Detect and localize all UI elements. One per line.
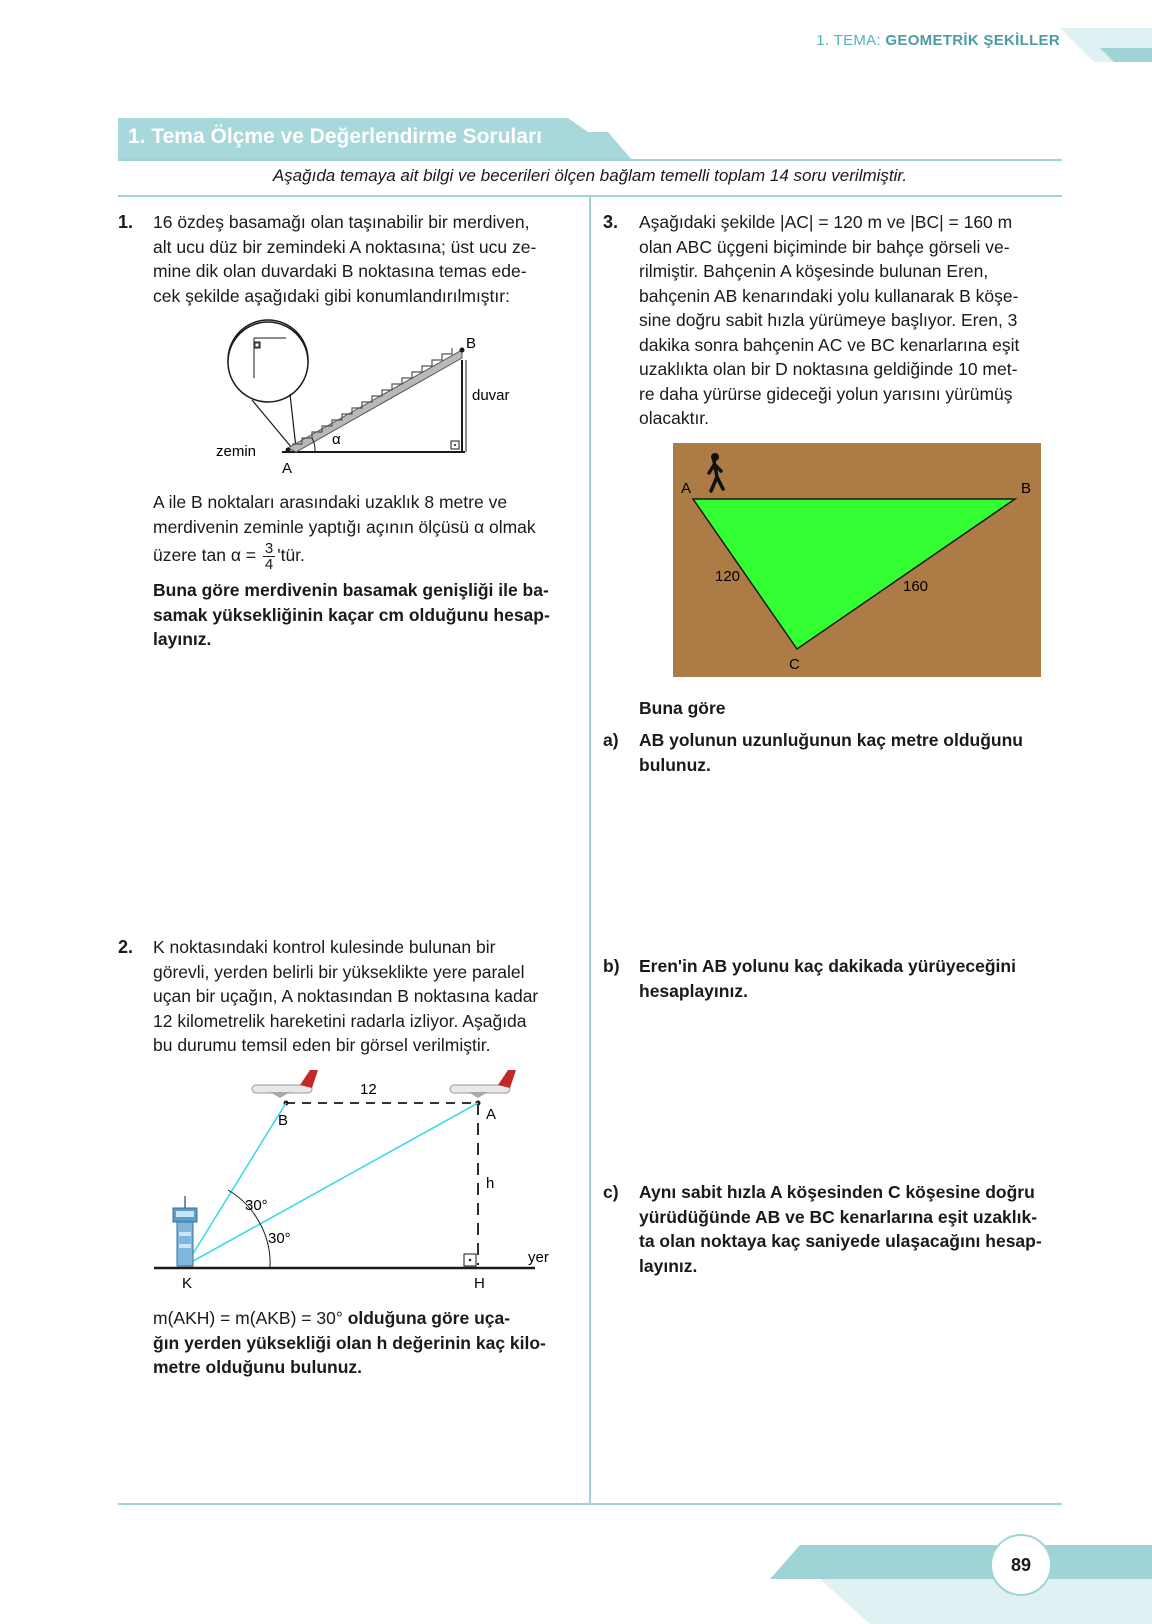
q3-text bbox=[639, 210, 1063, 431]
garden-figure bbox=[673, 443, 1041, 677]
q2-formula: m(AKH) = m(AKB) = 30° bbox=[153, 1308, 343, 1328]
ladder-figure bbox=[200, 320, 510, 480]
label-30b: 30° bbox=[268, 1230, 291, 1247]
q1-text bbox=[153, 210, 578, 308]
q1-line: 16 özdeş basamağı olan taşınabilir bir merdiven, bbox=[153, 212, 530, 232]
label-30a: 30° bbox=[245, 1197, 268, 1214]
q2-line: uçan bir uçağın, A noktasından B noktasına kadar bbox=[153, 986, 539, 1006]
q3b-label: b) bbox=[603, 956, 620, 976]
frac-numerator: 3 bbox=[264, 540, 274, 557]
q3-line: bahçenin AB kenarındaki yolu kullanarak B köşe- bbox=[639, 285, 1019, 306]
q3-line: Aşağıdaki şekilde |AC| = 120 m ve |BC| = 160 m bbox=[639, 212, 1013, 232]
q1-qline: Buna göre merdivenin basamak genişliği ile ba- bbox=[153, 580, 549, 600]
frac-denominator: 4 bbox=[264, 556, 274, 573]
q1-tan-suffix: 'tür. bbox=[277, 545, 305, 566]
q1-tan-line bbox=[153, 541, 578, 572]
q3c-line: Aynı sabit hızla A köşesinden C köşesine doğru bbox=[639, 1182, 1035, 1202]
q2-line: 12 kilometrelik hareketini radarla izliyor. Aşağıda bbox=[153, 1010, 527, 1031]
q1-tan-prefix: üzere tan α = bbox=[153, 545, 257, 566]
q2-line: K noktasındaki kontrol kulesinde bulunan bir bbox=[153, 937, 496, 957]
q2-text bbox=[153, 935, 578, 1058]
q3-number: 3. bbox=[603, 212, 619, 232]
label-a: A bbox=[282, 460, 293, 477]
q1-line: alt ucu düz bir zemindeki A noktasına; üst ucu ze- bbox=[153, 236, 537, 257]
q1-question bbox=[153, 578, 578, 652]
q1-qline: layınız. bbox=[153, 629, 212, 649]
q3b-text bbox=[639, 954, 1063, 1003]
label-a: A bbox=[681, 480, 692, 497]
q2-qline-first bbox=[153, 1306, 578, 1331]
label-b: B bbox=[1021, 480, 1032, 497]
q3c-text bbox=[639, 1180, 1063, 1278]
q2-qline: metre olduğunu bulunuz. bbox=[153, 1357, 363, 1377]
label-a: A bbox=[486, 1106, 497, 1123]
q3-line: rilmiştir. Bahçenin A köşesinde bulunan Eren, bbox=[639, 261, 989, 281]
q1-line: mine dik olan duvardaki B noktasına temas ede- bbox=[153, 261, 527, 281]
q3a-label: a) bbox=[603, 730, 619, 750]
label-yer: yer bbox=[528, 1249, 549, 1266]
label-wall: duvar bbox=[472, 387, 510, 404]
header-prefix: 1. TEMA: bbox=[816, 32, 881, 49]
label-160: 160 bbox=[903, 578, 929, 595]
label-12: 12 bbox=[360, 1081, 377, 1098]
q3-line: re daha yürürse gideceği yolun yarısını yürümüş bbox=[639, 383, 1013, 404]
q3-line: dakika sonra bahçenin AC ve BC kenarlarına eşit bbox=[639, 334, 1020, 355]
section-title: 1. Tema Ölçme ve Değerlendirme Soruları bbox=[128, 125, 542, 148]
q3-line: olan ABC üçgeni biçiminde bir bahçe görseli ve- bbox=[639, 236, 1010, 257]
q2-question bbox=[153, 1306, 578, 1380]
control-tower-icon bbox=[173, 1196, 197, 1266]
q1-fraction bbox=[263, 541, 275, 572]
q1-line: merdivenin zeminle yaptığı açının ölçüsü α olmak bbox=[153, 516, 536, 537]
section-subtitle: Aşağıda temaya ait bilgi ve becerileri ölçen bağlam temelli toplam 14 soru verilmiştir. bbox=[272, 166, 908, 185]
q3a-line: AB yolunun uzunluğunun kaç metre olduğunu bbox=[639, 730, 1024, 750]
q1-line: cek şekilde aşağıdaki gibi konumlandırılmıştır: bbox=[153, 285, 510, 306]
plane-icon bbox=[450, 1070, 516, 1098]
q3-line: sine doğru sabit hızla yürümeye başlıyor. Eren, 3 bbox=[639, 310, 1018, 330]
q3a-line: bulunuz. bbox=[639, 754, 711, 775]
label-h-point: H bbox=[474, 1275, 485, 1292]
q3c-line: ta olan noktaya kaç saniyede ulaşacağını hesap- bbox=[639, 1231, 1042, 1251]
q3a-text bbox=[639, 728, 1063, 777]
label-c: C bbox=[789, 656, 800, 673]
label-k: K bbox=[182, 1275, 193, 1292]
column-divider bbox=[589, 196, 591, 1504]
q3c-line: yürüdüğünde AB ve BC kenarlarına eşit uzaklık- bbox=[639, 1206, 1038, 1227]
q3b-line: hesaplayınız. bbox=[639, 980, 748, 1001]
label-b: B bbox=[278, 1112, 289, 1129]
q1-text2 bbox=[153, 490, 578, 572]
label-floor: zemin bbox=[216, 443, 257, 460]
label-alpha: α bbox=[332, 431, 341, 448]
label-h: h bbox=[486, 1175, 495, 1192]
q2-number: 2. bbox=[118, 937, 134, 957]
q2-line: bu durumu temsil eden bir görsel verilmiştir. bbox=[153, 1035, 491, 1055]
q3-line: olacaktır. bbox=[639, 408, 710, 428]
q3c-label: c) bbox=[603, 1182, 619, 1202]
plane-icon bbox=[252, 1070, 318, 1098]
q1-line: A ile B noktaları arasındaki uzaklık 8 metre ve bbox=[153, 492, 508, 512]
header-decoration bbox=[1060, 28, 1152, 64]
page-number: 89 bbox=[990, 1534, 1052, 1596]
q3c-line: layınız. bbox=[639, 1255, 698, 1276]
q3b-line: Eren'in AB yolunu kaç dakikada yürüyeceğini bbox=[639, 956, 1016, 976]
q2-line: görevli, yerden belirli bir yükseklikte yere paralel bbox=[153, 961, 525, 982]
q1-number: 1. bbox=[118, 212, 134, 232]
section-rule bbox=[118, 159, 1062, 161]
q1-qline: samak yüksekliğinin kaçar cm olduğunu hesap- bbox=[153, 604, 550, 625]
q2-question-part1: olduğuna göre uça- bbox=[342, 1308, 511, 1328]
radar-figure bbox=[150, 1070, 570, 1300]
bottom-rule bbox=[118, 1503, 1062, 1505]
q3-intro: Buna göre bbox=[639, 698, 726, 718]
header-theme: GEOMETRİK ŞEKİLLER bbox=[885, 32, 1060, 49]
label-b: B bbox=[466, 335, 477, 352]
label-120: 120 bbox=[715, 568, 741, 585]
q3-line: uzaklıkta olan bir D noktasına geldiğinde 10 met- bbox=[639, 359, 1018, 379]
running-header bbox=[816, 32, 1060, 49]
footer-decoration bbox=[770, 1545, 1152, 1624]
q2-qline: ğın yerden yüksekliği olan h değerinin kaç kilo- bbox=[153, 1332, 546, 1353]
